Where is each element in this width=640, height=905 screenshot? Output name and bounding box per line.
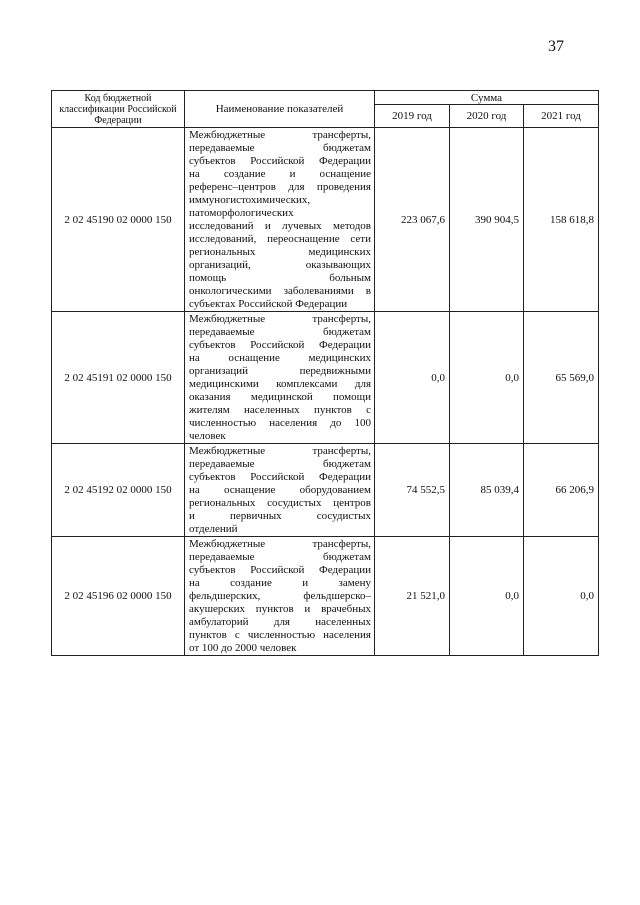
indicator-name-line: помощь больным xyxy=(189,272,371,284)
indicator-name-line: исследований и лучевых методов xyxy=(189,220,371,232)
indicator-name-line: Межбюджетные трансферты, xyxy=(189,129,371,141)
sum-value: 0,0 xyxy=(375,312,450,444)
indicator-name-line: онкологическими заболеваниями в xyxy=(189,285,371,297)
indicator-name-line: на создание и оснащение xyxy=(189,168,371,180)
budget-table xyxy=(51,90,599,656)
table-row xyxy=(52,128,599,312)
indicator-name-line: субъектов Российской Федерации xyxy=(189,155,371,167)
indicator-name-line: и первичных сосудистых xyxy=(189,510,371,522)
indicator-name-line: на создание и замену xyxy=(189,577,371,589)
indicator-name-line: медицинскими комплексами для xyxy=(189,378,371,390)
indicator-name-line: амбулаторий для населенных xyxy=(189,616,371,628)
sum-value: 158 618,8 xyxy=(524,128,599,312)
indicator-name-line: пунктов с численностью населения xyxy=(189,629,371,641)
indicator-name-line: фельдшерских, фельдшерско– xyxy=(189,590,371,602)
budget-code: 2 02 45191 02 0000 150 xyxy=(52,312,185,444)
indicator-name xyxy=(185,444,375,537)
header-name: Наименование показателей xyxy=(185,91,375,128)
header-year-2021: 2021 год xyxy=(524,105,599,128)
indicator-name-line: передаваемые бюджетам xyxy=(189,326,371,338)
indicator-name-line: передаваемые бюджетам xyxy=(189,142,371,154)
indicator-name xyxy=(185,128,375,312)
indicator-name-line: исследований, переоснащение сети xyxy=(189,233,371,245)
indicator-name-line: патоморфологических xyxy=(189,207,294,219)
header-code: Код бюджетной классификации Российской Федерации xyxy=(52,91,185,128)
table-row xyxy=(52,312,599,444)
indicator-name-line: Межбюджетные трансферты, xyxy=(189,445,371,457)
header-sum: Сумма xyxy=(375,91,599,105)
indicator-name-line: от 100 до 2000 человек xyxy=(189,642,297,654)
indicator-name-line: референс–центров для проведения xyxy=(189,181,371,193)
indicator-name-line: численностью населения до 100 xyxy=(189,417,371,429)
indicator-name-line: региональных медицинских xyxy=(189,246,371,258)
indicator-name-line: региональных сосудистых центров xyxy=(189,497,371,509)
sum-value: 74 552,5 xyxy=(375,444,450,537)
indicator-name-line: Межбюджетные трансферты, xyxy=(189,538,371,550)
indicator-name-line: субъектов Российской Федерации xyxy=(189,564,371,576)
indicator-name xyxy=(185,312,375,444)
indicator-name-line: акушерских пунктов и врачебных xyxy=(189,603,371,615)
page-number: 37 xyxy=(548,38,564,55)
header-year-2020: 2020 год xyxy=(450,105,524,128)
budget-code: 2 02 45192 02 0000 150 xyxy=(52,444,185,537)
indicator-name-line: на оснащение оборудованием xyxy=(189,484,371,496)
sum-value: 65 569,0 xyxy=(524,312,599,444)
indicator-name-line: субъектов Российской Федерации xyxy=(189,339,371,351)
sum-value: 85 039,4 xyxy=(450,444,524,537)
sum-value: 0,0 xyxy=(524,537,599,656)
indicator-name-line: Межбюджетные трансферты, xyxy=(189,313,371,325)
indicator-name-line: на оснащение медицинских xyxy=(189,352,371,364)
table-row xyxy=(52,444,599,537)
indicator-name-line: человек xyxy=(189,430,226,442)
table-row xyxy=(52,537,599,656)
sum-value: 390 904,5 xyxy=(450,128,524,312)
indicator-name-line: субъектах Российской Федерации xyxy=(189,298,348,310)
sum-value: 66 206,9 xyxy=(524,444,599,537)
indicator-name-line: оказания медицинской помощи xyxy=(189,391,371,403)
sum-value: 223 067,6 xyxy=(375,128,450,312)
budget-code: 2 02 45196 02 0000 150 xyxy=(52,537,185,656)
indicator-name-line: отделений xyxy=(189,523,238,535)
sum-value: 0,0 xyxy=(450,312,524,444)
indicator-name-line: иммуногистохимических, xyxy=(189,194,311,206)
indicator-name-line: организаций, оказывающих xyxy=(189,259,371,271)
indicator-name-line: организаций передвижными xyxy=(189,365,371,377)
indicator-name-line: передаваемые бюджетам xyxy=(189,551,371,563)
budget-code: 2 02 45190 02 0000 150 xyxy=(52,128,185,312)
indicator-name-line: субъектов Российской Федерации xyxy=(189,471,371,483)
header-year-2019: 2019 год xyxy=(375,105,450,128)
sum-value: 0,0 xyxy=(450,537,524,656)
indicator-name xyxy=(185,537,375,656)
indicator-name-line: жителям населенных пунктов с xyxy=(189,404,371,416)
indicator-name-line: передаваемые бюджетам xyxy=(189,458,371,470)
sum-value: 21 521,0 xyxy=(375,537,450,656)
